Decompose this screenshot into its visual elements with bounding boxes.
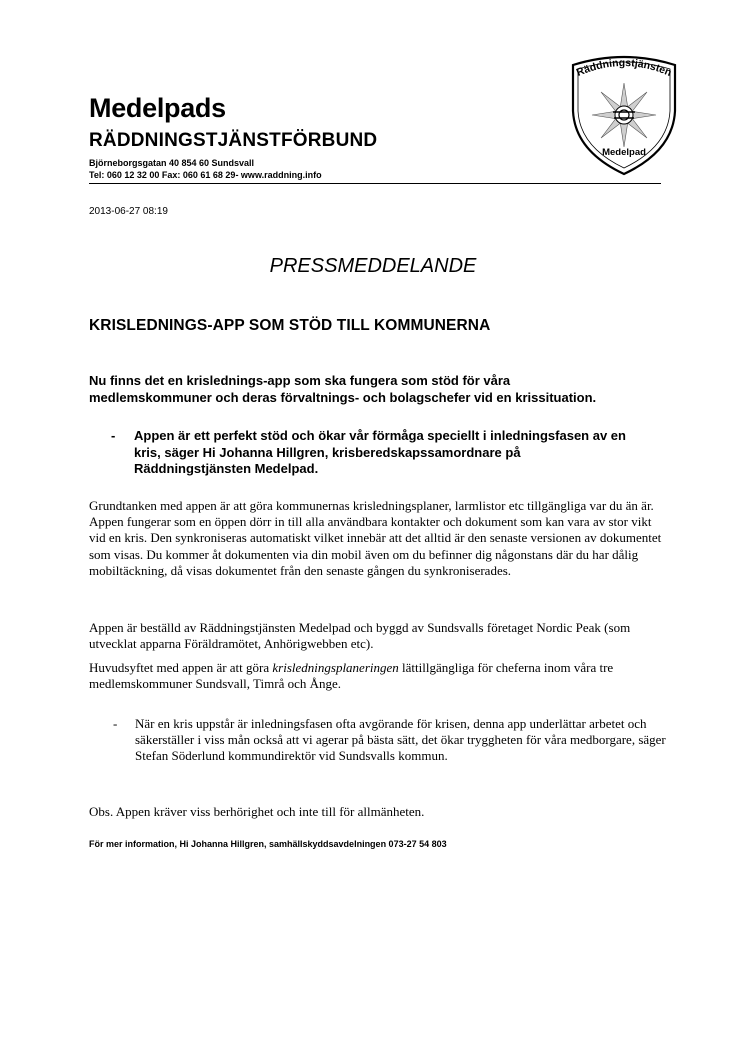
p3-text-end: lättillgängliga för cheferna inom våra tre medlemskommuner Sundsvall, Timrå och Ånge. xyxy=(89,660,614,692)
quote-text: Appen är ett perfekt stöd och ökar vår förmåga speciellt i inledningsfasen av en kris, säger Hi Johanna Hillgren, krisberedskapssamordnare på Räddningstjänsten Medelpad. xyxy=(134,428,626,476)
document-date: 2013-06-27 08:19 xyxy=(89,206,168,217)
bullet-dash: - xyxy=(111,428,116,443)
org-name: Medelpads xyxy=(89,93,226,123)
org-address: Björneborgsgatan 40 854 60 Sundsvall xyxy=(89,158,255,168)
org-subtitle: RÄDDNINGSTJÄNSTFÖRBUND xyxy=(89,130,378,151)
header-divider xyxy=(89,183,661,184)
bullet-text: När en kris uppstår är inledningsfasen ofta avgörande för krisen, denna app underlättar arbetet och säkerställer i viss mån också att vi agerar på bästa sätt, det ökar tryggheten för våra medborgare, säger Stefan Söderlund kommundirektör vid Sundsvalls kommun. xyxy=(135,716,666,764)
quote-bullet xyxy=(111,428,641,478)
body-paragraph-1: Grundtanken med appen är att göra kommunernas krisledningsplaner, larmlistor etc tillgängliga var du än är. Appen fungerar som en öppen dörr in till alla användbara kontakter och dokument som kan vara av stor vikt vid en kris. Den synkroniseras automatiskt vilket innebär att det alltid är den senaste versionen av dokumentet som visas. Du kommer åt dokumenten via din mobil även om du befinner dig någonstans där du har dålig mobiltäckning, då visas dokumentet från den senaste gången du synkroniserades. xyxy=(89,498,662,578)
logo-top-text: Räddningstjänsten xyxy=(574,56,674,79)
raddningstjansten-shield-logo-icon xyxy=(569,53,679,177)
lead-paragraph: Nu finns det en krislednings-app som ska fungera som stöd för våra medlemskommuner och deras förvaltnings- och bolagschefer vid en krissituation. xyxy=(89,373,597,405)
quote-bullet-2 xyxy=(113,716,673,765)
contact-footer: För mer information, Hi Johanna Hillgren, samhällskyddsavdelningen 073-27 54 803 xyxy=(89,839,447,849)
org-contact: Tel: 060 12 32 00 Fax: 060 61 68 29- www.raddning.info xyxy=(89,170,322,180)
press-headline: KRISLEDNINGS-APP SOM STÖD TILL KOMMUNERNA xyxy=(89,317,491,334)
body-paragraph-3 xyxy=(89,660,669,692)
document-type-title: PRESSMEDDELANDE xyxy=(269,255,477,277)
p3-text-start: Huvudsyftet med appen är att göra xyxy=(89,660,273,675)
body-paragraph-2: Appen är beställd av Räddningstjänsten Medelpad och byggd av Sundsvalls företaget Nordic Peak (som utvecklat apparna Föräldramötet, Anhörigwebben etc). xyxy=(89,620,631,652)
bullet-dash: - xyxy=(113,716,118,731)
p3-italic-term: krisledningsplaneringen xyxy=(272,660,399,675)
logo-bottom-text: Medelpad xyxy=(602,147,646,158)
obs-note: Obs. Appen kräver viss berhörighet och inte till för allmänheten. xyxy=(89,804,425,819)
